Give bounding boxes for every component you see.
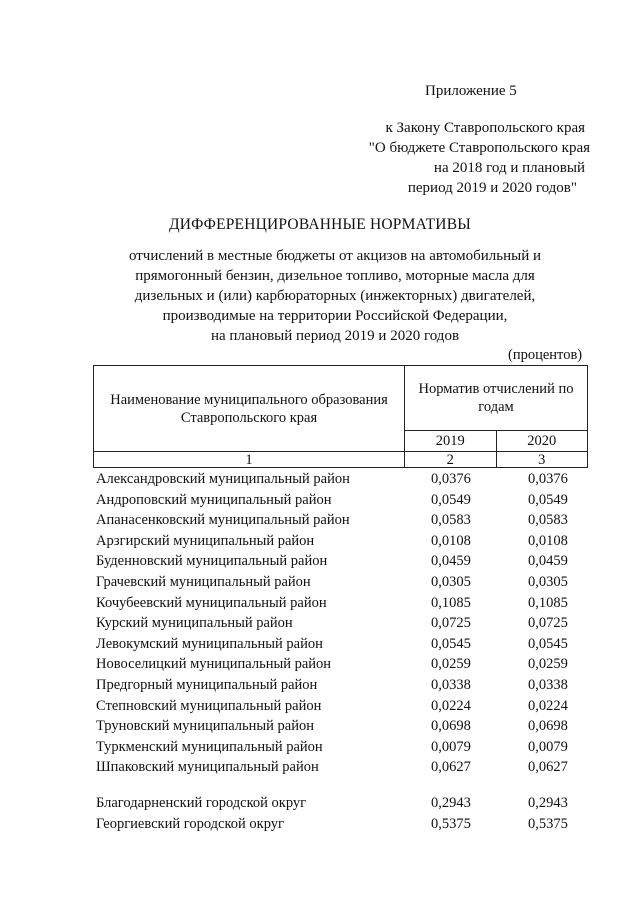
table-row bbox=[96, 634, 596, 655]
year-header-2019: 2019 bbox=[405, 431, 497, 452]
row-value-2020: 0,0698 bbox=[528, 718, 568, 735]
row-name: Апанасенковский муниципальный район bbox=[96, 512, 350, 529]
table-row bbox=[96, 531, 596, 552]
row-value-2019: 0,0376 bbox=[431, 471, 471, 487]
document-subtitle bbox=[100, 246, 570, 346]
row-name: Георгиевский городской округ bbox=[96, 815, 284, 832]
row-name: Новоселицкий муниципальный район bbox=[96, 656, 332, 673]
year-header-2020: 2020 bbox=[496, 431, 588, 452]
row-value-2020: 0,0338 bbox=[528, 676, 568, 693]
table-row bbox=[96, 572, 596, 593]
row-value-2019: 0,0224 bbox=[431, 697, 471, 714]
subtitle-line: дизельных и (или) карбюраторных (инжекторных) двигателей, bbox=[134, 288, 536, 304]
row-value-2020: 0,0725 bbox=[528, 615, 568, 632]
row-value-2020: 0,2943 bbox=[528, 795, 568, 811]
col-norm-header: Норматив отчислений по годам bbox=[405, 366, 588, 431]
row-value-2019: 0,0305 bbox=[431, 573, 471, 590]
row-name: Степновский муниципальный район bbox=[96, 697, 322, 714]
row-name: Курский муниципальный район bbox=[96, 615, 293, 632]
document-title: ДИФФЕРЕНЦИРОВАННЫЕ НОРМАТИВЫ bbox=[169, 216, 471, 233]
law-reference bbox=[350, 118, 590, 198]
okrug-rows bbox=[96, 793, 596, 834]
subtitle-line: отчислений в местные бюджеты от акцизов на автомобильный и bbox=[128, 248, 542, 264]
table-row bbox=[96, 613, 596, 634]
table-row bbox=[96, 510, 596, 531]
row-name: Левокумский муниципальный район bbox=[96, 635, 323, 652]
table-row bbox=[96, 551, 596, 572]
table-row bbox=[96, 716, 596, 737]
table-row bbox=[96, 793, 596, 814]
row-value-2020: 0,0224 bbox=[528, 697, 568, 714]
row-value-2019: 0,0698 bbox=[431, 718, 471, 735]
row-value-2019: 0,1085 bbox=[431, 594, 471, 611]
row-value-2019: 0,0725 bbox=[431, 615, 471, 632]
col-number-2: 2 bbox=[405, 452, 497, 468]
row-value-2020: 0,0376 bbox=[528, 471, 568, 487]
row-value-2019: 0,0108 bbox=[431, 532, 471, 549]
table-row bbox=[96, 737, 596, 758]
table-row bbox=[96, 469, 596, 490]
row-name: Арзгирский муниципальный район bbox=[96, 532, 315, 549]
row-name: Благодарненский городской округ bbox=[96, 795, 307, 811]
subtitle-line: производимые на территории Российской Федерации, bbox=[162, 308, 508, 324]
row-value-2020: 0,0545 bbox=[528, 635, 568, 652]
row-value-2019: 0,0338 bbox=[431, 676, 471, 693]
row-name: Труновский муниципальный район bbox=[96, 718, 314, 735]
row-value-2020: 0,0583 bbox=[528, 512, 568, 529]
row-value-2020: 0,1085 bbox=[528, 594, 568, 611]
law-line: к Закону Ставропольского края bbox=[385, 120, 585, 136]
row-name: Шпаковский муниципальный район bbox=[96, 759, 319, 776]
units-label: (процентов) bbox=[508, 347, 583, 363]
table-row bbox=[96, 654, 596, 675]
subtitle-line: прямогонный бензин, дизельное топливо, моторные масла для bbox=[135, 268, 535, 284]
col-number-1: 1 bbox=[94, 452, 405, 468]
row-value-2020: 0,5375 bbox=[528, 815, 568, 832]
row-value-2019: 0,0549 bbox=[431, 491, 471, 508]
table-row bbox=[96, 696, 596, 717]
row-value-2019: 0,0079 bbox=[431, 738, 471, 755]
row-value-2020: 0,0259 bbox=[528, 656, 568, 673]
law-line: "О бюджете Ставропольского края bbox=[368, 140, 590, 156]
row-name: Грачевский муниципальный район bbox=[96, 573, 311, 590]
col-number-3: 3 bbox=[496, 452, 588, 468]
table-row bbox=[96, 814, 596, 835]
row-value-2019: 0,5375 bbox=[431, 815, 471, 832]
row-value-2019: 0,0459 bbox=[431, 553, 471, 570]
row-value-2020: 0,0459 bbox=[528, 553, 568, 570]
table-row bbox=[96, 490, 596, 511]
col-name-header: Наименование муниципального образования Ставропольского края bbox=[94, 366, 405, 452]
row-value-2019: 0,2943 bbox=[431, 795, 471, 811]
row-name: Кочубеевский муниципальный район bbox=[96, 594, 327, 611]
table-row bbox=[96, 757, 596, 778]
row-value-2019: 0,0627 bbox=[431, 759, 471, 776]
table-row bbox=[96, 593, 596, 614]
row-value-2019: 0,0259 bbox=[431, 656, 471, 673]
row-value-2020: 0,0079 bbox=[528, 738, 568, 755]
law-line: на 2018 год и плановый bbox=[433, 160, 585, 176]
row-name: Андроповский муниципальный район bbox=[96, 491, 332, 508]
row-name: Туркменский муниципальный район bbox=[96, 738, 323, 755]
row-value-2020: 0,0108 bbox=[528, 532, 568, 549]
row-name: Предгорный муниципальный район bbox=[96, 676, 318, 693]
district-rows bbox=[96, 469, 596, 778]
row-value-2020: 0,0549 bbox=[528, 491, 568, 508]
row-name: Александровский муниципальный район bbox=[96, 471, 350, 487]
appendix-label: Приложение 5 bbox=[425, 83, 517, 99]
row-value-2020: 0,0305 bbox=[528, 573, 568, 590]
subtitle-line: на плановый период 2019 и 2020 годов bbox=[210, 328, 460, 344]
table-header bbox=[93, 365, 588, 468]
table-row bbox=[96, 675, 596, 696]
row-value-2019: 0,0545 bbox=[431, 635, 471, 652]
law-line: период 2019 и 2020 годов" bbox=[407, 180, 577, 196]
row-value-2019: 0,0583 bbox=[431, 512, 471, 529]
row-name: Буденновский муниципальный район bbox=[96, 553, 328, 570]
row-value-2020: 0,0627 bbox=[528, 759, 568, 776]
